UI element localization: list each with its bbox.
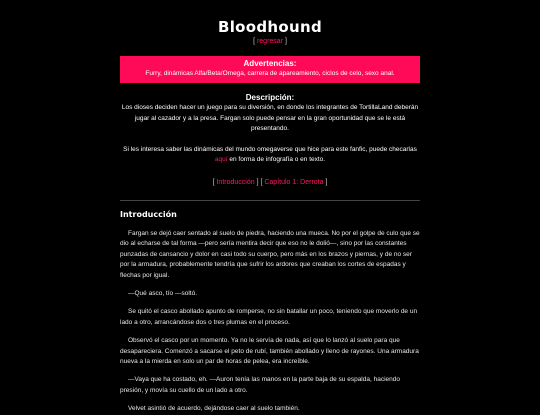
chapter-content	[120, 209, 420, 415]
story-title: Bloodhound	[217, 18, 322, 36]
description-note	[120, 145, 420, 166]
story-paragraph: Velvet asintió de acuerdo, dejándose caer al suelo también.	[128, 405, 300, 413]
story-paragraph: Se quitó el casco abollado apunto de romperse, no sin batallar un poco, teniendo que moverlo de un lado a otro, arrancándose dos o tres plumas en el proceso.	[120, 308, 418, 326]
warning-text: Furry, dinámicas Alfa/Beta/Omega, carrera de apareamiento, ciclos de celo, sexo anal.	[145, 70, 395, 77]
back-link[interactable]: regresar	[256, 38, 284, 45]
chapter-bracket-close: ]	[323, 178, 328, 186]
story-paragraph: —Qué asco, tío —soltó.	[128, 290, 198, 298]
description-summary: Los dioses deciden hacer un juego para su diversión, en donde los integrantes de TortillaLand deberán jugar al cazador y a la presa. Fargan solo puede pensar en la gran oportunidad que se le está presentando.	[121, 104, 419, 132]
description-heading: Descripción:	[245, 93, 295, 102]
story-header	[120, 0, 420, 188]
warning-box	[120, 56, 420, 83]
story-paragraph: —Vaya que ha costado, eh. —Auron tenía las manos en la parte baja de su espalda, haciendo presión, y movía su cuello de un lado a otro.	[120, 376, 400, 394]
story-paragraph: Fargan se dejó caer sentado al suelo de piedra, haciendo una mueca. No por el golpe de culo que se dio al echarse de tal forma —pero sería mentira decir que eso no le dolió—, sino por las constantes punzadas de cansancio y dolor en casi todo su cuerpo, pero más en los brazos y piernas, y de no ser por la armadura, probablemente tendría que sufrir los ardores que creaban los cortes de espadas y flechas por igual.	[120, 230, 420, 279]
warning-heading: Advertencias:	[243, 59, 297, 68]
story-paragraph: Observó el casco por un momento. Ya no le servía de nada, así que lo lanzó al suelo para que desapareciera. Comenzó a sacarse el peto de rubí, también abollado y lleno de rayones. Una armadura nueva a la mierda en solo un par de horas de pelea, era increíble.	[120, 337, 419, 366]
back-bracket-close: ]	[283, 38, 287, 45]
section-title: Introducción	[120, 210, 177, 219]
back-bracket-open: [	[253, 38, 257, 45]
chapter-separator: ] [	[254, 178, 265, 186]
infographic-link[interactable]: aquí	[214, 156, 228, 163]
section-divider	[120, 200, 420, 201]
back-row	[120, 37, 420, 47]
chapter-bracket-open: [	[212, 178, 217, 186]
chapter-link-intro[interactable]: Introducción	[216, 178, 255, 186]
chapter-link-1[interactable]: Capítulo 1: Derrota	[264, 178, 324, 186]
note-text-before: Si les interesa saber las dinámicas del mundo omegaverse que hice para este fanfic, puede checarlas	[123, 145, 417, 153]
note-text-after: en forma de infografía o en texto.	[227, 156, 326, 163]
chapter-nav	[120, 178, 420, 189]
